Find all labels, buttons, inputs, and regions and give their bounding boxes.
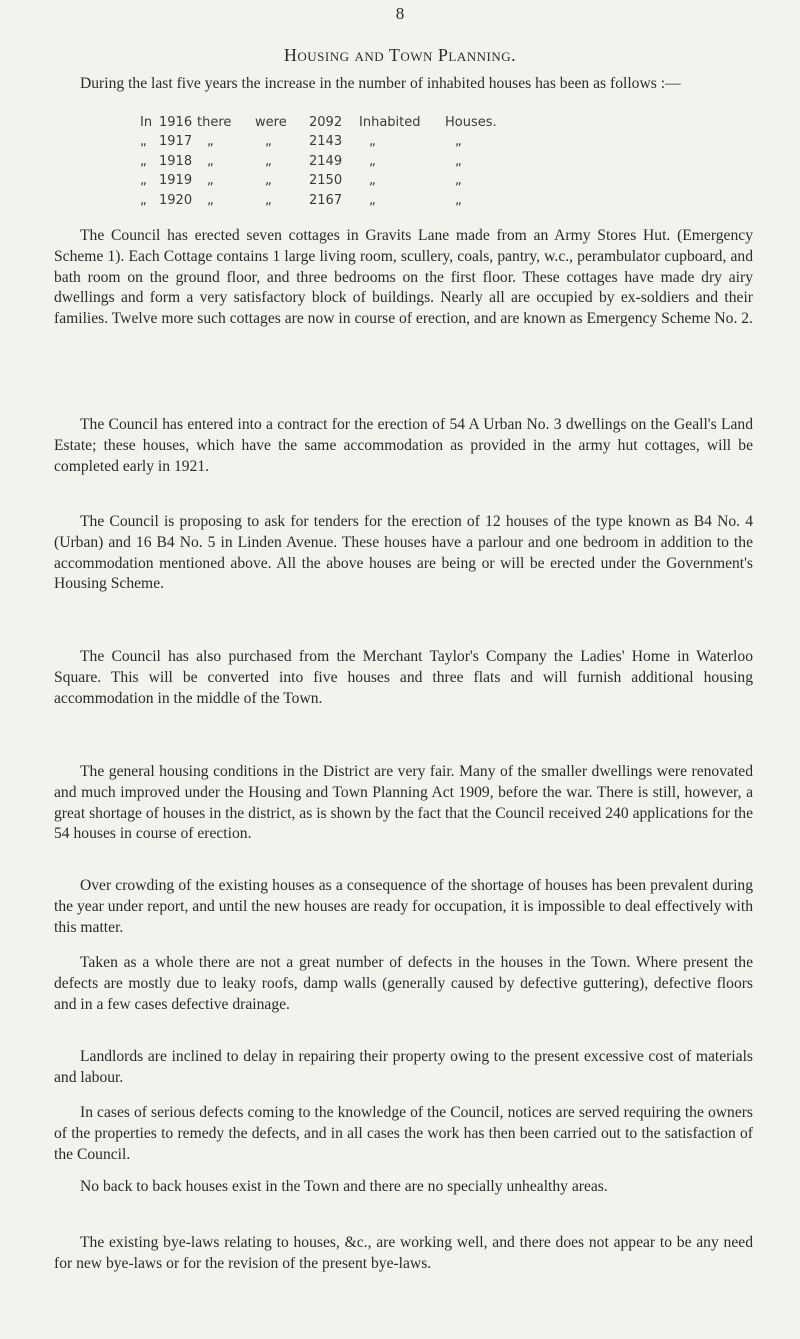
table-cell-houses: „ (455, 192, 462, 208)
table-cell-houses: „ (455, 153, 462, 169)
paragraph-defects: Taken as a whole there are not a great number of defects in the houses in the Town. Where present the defects are mostly due to leaky roofs, damp walls (generally caused by defective guttering), defective floors and in a few cases defective drainage. (54, 954, 753, 1013)
paragraph-general-conditions: The general housing conditions in the District are very fair. Many of the smaller dwellings were renovated and much improved under the Housing and Town Planning Act 1909, before the war. There is still, however, a great shortage of houses in the district, as is shown by the fact that the Council received 240 applications for the 54 houses in course of erection. (54, 763, 753, 843)
table-cell-year: 1917 (159, 134, 193, 150)
table-cell-year: 1920 (159, 192, 193, 208)
intro-paragraph: During the last five years the increase in the number of inhabited houses has been as follows :— (80, 75, 681, 92)
section-title: Housing and Town Planning. (283, 45, 517, 65)
table-cell-count: 2143 (309, 134, 343, 150)
table-cell-houses: „ (455, 134, 462, 150)
table-cell-there: „ (207, 134, 214, 150)
table-cell-count: 2092 (309, 115, 343, 130)
table-cell-lead: „ (140, 153, 147, 169)
table-cell-inhabited: „ (369, 173, 376, 189)
page-number: 8 (395, 4, 405, 23)
table-cell-year: 1918 (159, 153, 193, 169)
table-cell-were: „ (265, 134, 272, 150)
paragraph-emergency-scheme: The Council has erected seven cottages in Gravits Lane made from an Army Stores Hut. (Emergency Scheme 1). Each Cottage contains 1 large living room, scullery, coals, pantry, w.c., perambulator cupboard, and bath room on the ground floor, and three bedrooms on the first floor. These cottages have made dry airy dwellings and form a very satisfactory block of buildings. Nearly all are occupied by ex-soldiers and their families. Twelve more such cottages are now in course of erection, and are known as Emergency Scheme No. 2. (54, 227, 753, 328)
table-cell-inhabited: „ (369, 153, 376, 169)
table-cell-were: were (255, 115, 287, 130)
table-cell-lead: „ (140, 173, 147, 189)
table-cell-count: 2149 (309, 153, 343, 169)
table-cell-inhabited: „ (369, 192, 376, 208)
paragraph-waterloo-square: The Council has also purchased from the Merchant Taylor's Company the Ladies' Home in Waterloo Square. This will be converted into five houses and three flats and will furnish additional housing accommodation in the middle of the Town. (54, 648, 753, 707)
paragraph-bye-laws: The existing bye-laws relating to houses, &c., are working well, and there does not appear to be any need for new bye-laws or for the revision of the present bye-laws. (54, 1234, 753, 1272)
table-cell-were: „ (265, 192, 272, 208)
table-row (140, 134, 497, 153)
paragraph-tenders: The Council is proposing to ask for tenders for the erection of 12 houses of the type known as B4 No. 4 (Urban) and 16 B4 No. 5 in Linden Avenue. These houses have a parlour and one bedroom in addition to the accommodation mentioned above. All the above houses are being or will be erected under the Government's Housing Scheme. (54, 513, 753, 593)
paragraph-urban-contract: The Council has entered into a contract for the erection of 54 A Urban No. 3 dwellings on the Geall's Land Estate; these houses, which have the same accommodation as provided in the army hut cottages, will be completed early in 1921. (54, 416, 753, 475)
inhabited-houses-table (140, 115, 497, 212)
table-cell-were: „ (265, 153, 272, 169)
paragraph-overcrowding: Over crowding of the existing houses as a consequence of the shortage of houses has been prevalent during the year under report, and until the new houses are ready for occupation, it is impossible to deal effectively with this matter. (54, 877, 753, 936)
paragraph-back-to-back: No back to back houses exist in the Town and there are no specially unhealthy areas. (80, 1178, 608, 1195)
table-cell-there: „ (207, 173, 214, 189)
table-cell-there: there (197, 115, 232, 130)
table-row (140, 115, 497, 134)
table-cell-lead: „ (140, 134, 147, 150)
table-cell-lead: „ (140, 192, 147, 208)
table-cell-houses: „ (455, 173, 462, 189)
table-cell-houses: Houses. (445, 115, 497, 130)
table-cell-there: „ (207, 192, 214, 208)
table-cell-inhabited: „ (369, 134, 376, 150)
table-cell-inhabited: Inhabited (359, 115, 421, 130)
table-cell-year: 1916 (159, 115, 193, 130)
table-cell-there: „ (207, 153, 214, 169)
paragraph-landlords: Landlords are inclined to delay in repairing their property owing to the present excessive cost of materials and labour. (54, 1048, 753, 1086)
table-cell-year: 1919 (159, 173, 193, 189)
table-cell-count: 2167 (309, 192, 343, 208)
table-cell-lead: In (140, 115, 153, 130)
paragraph-serious-defects: In cases of serious defects coming to the knowledge of the Council, notices are served requiring the owners of the properties to remedy the defects, and in all cases the work has then been carried out to the satisfaction of the Council. (54, 1104, 753, 1163)
table-cell-count: 2150 (309, 173, 343, 189)
table-row (140, 193, 497, 212)
table-row (140, 173, 497, 192)
table-cell-were: „ (265, 173, 272, 189)
table-row (140, 154, 497, 173)
